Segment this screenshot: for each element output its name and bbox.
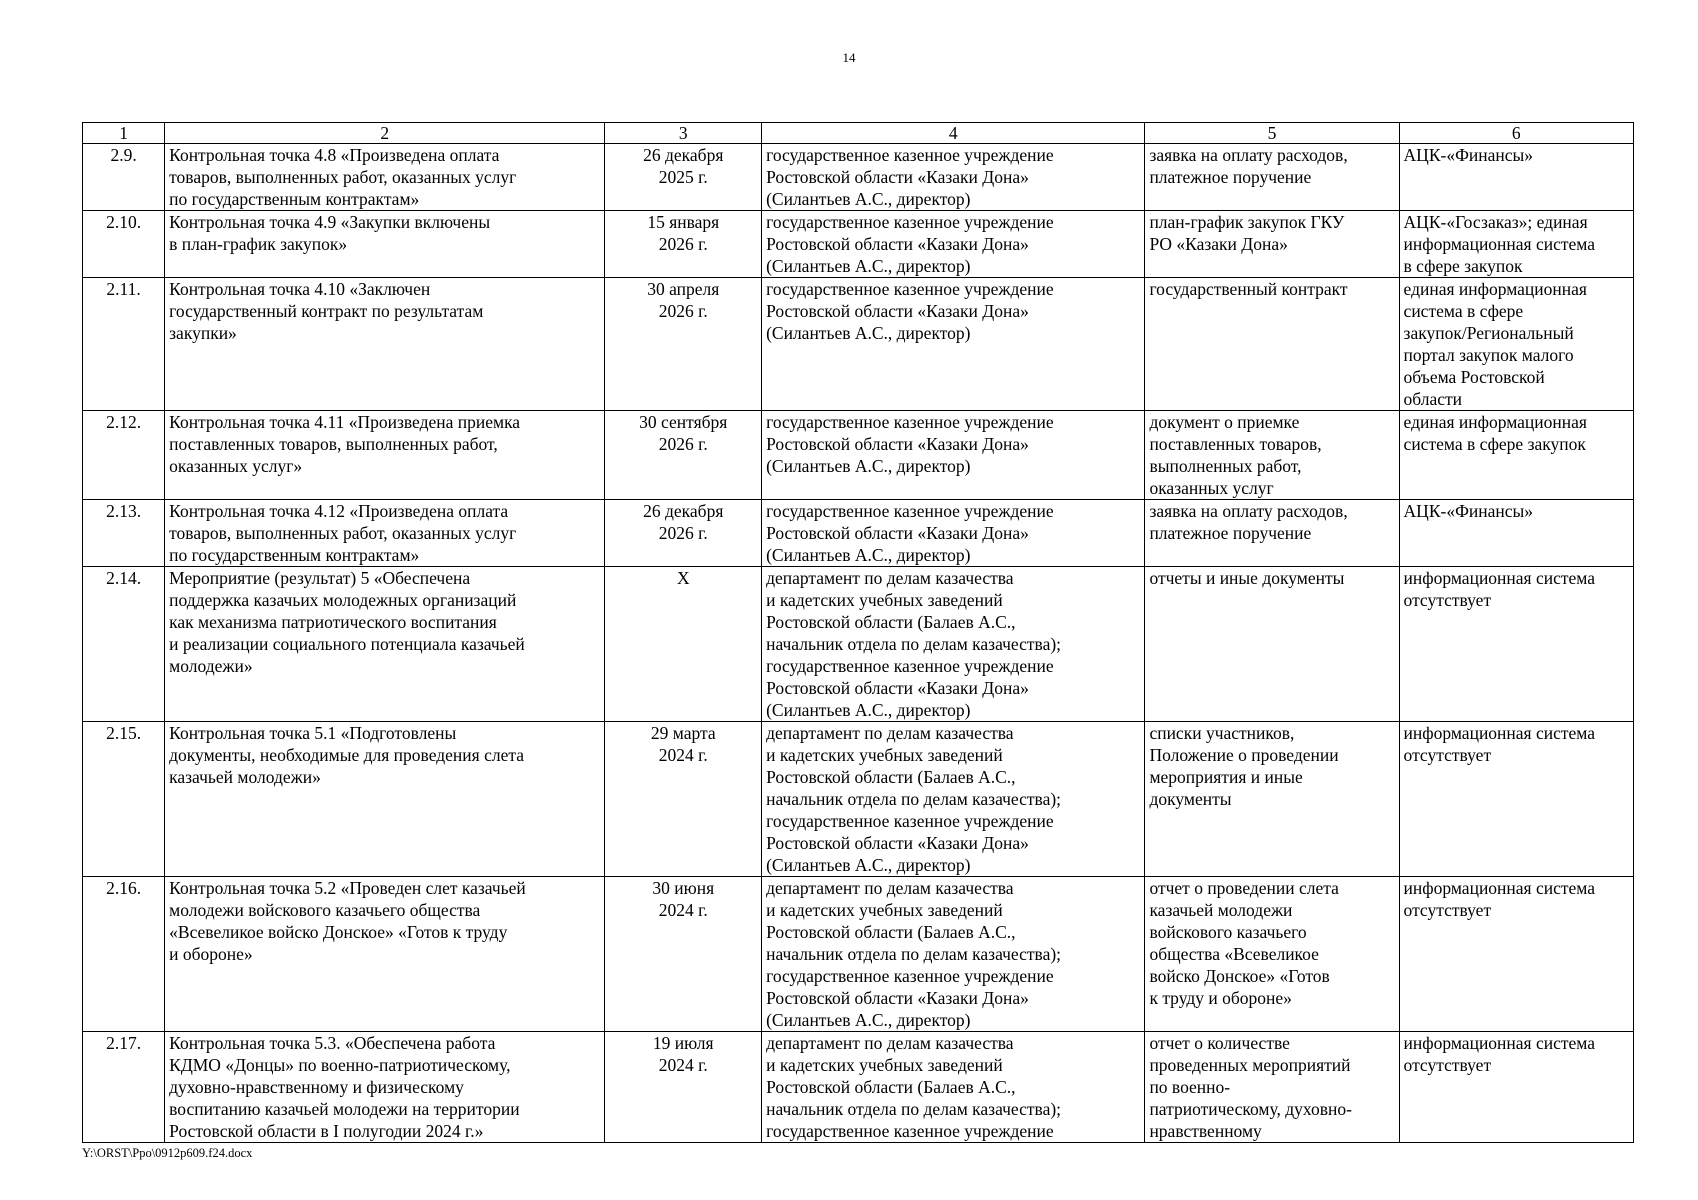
row-responsible: департамент по делам казачества и кадетских учебных заведений Ростовской области (Балаев А.С., начальник отдела по делам казачества); государственное казенное учреждение Ростовской области «Казаки Дона» (Силантьев А.С., директор) bbox=[762, 567, 1145, 722]
row-document: заявка на оплату расходов, платежное поручение bbox=[1145, 144, 1399, 211]
column-number: 5 bbox=[1145, 123, 1399, 144]
row-date: 19 июля 2024 г. bbox=[605, 1032, 762, 1143]
row-responsible: департамент по делам казачества и кадетских учебных заведений Ростовской области (Балаев А.С., начальник отдела по делам казачества); государственное казенное учреждение Ростовской области «Казаки Дона» (Силантьев А.С., директор) bbox=[762, 877, 1145, 1032]
row-document: отчеты и иные документы bbox=[1145, 567, 1399, 722]
row-document: отчет о количестве проведенных мероприятий по военно- патриотическому, духовно- нравственному bbox=[1145, 1032, 1399, 1143]
column-number: 4 bbox=[762, 123, 1145, 144]
page-number: 14 bbox=[842, 50, 856, 65]
table-row bbox=[83, 722, 1634, 877]
row-system: информационная система отсутствует bbox=[1399, 877, 1633, 1032]
row-number: 2.14. bbox=[83, 567, 165, 722]
row-number: 2.11. bbox=[83, 278, 165, 411]
row-number: 2.16. bbox=[83, 877, 165, 1032]
column-number: 3 bbox=[605, 123, 762, 144]
row-name: Контрольная точка 5.3. «Обеспечена работа КДМО «Донцы» по военно-патриотическому, духовно-нравственному и физическому воспитанию казачьей молодежи на территории Ростовской области в I полугодии 2024 г.» bbox=[165, 1032, 605, 1143]
row-system: АЦК-«Финансы» bbox=[1399, 500, 1633, 567]
plan-table bbox=[82, 122, 1634, 1143]
row-document: отчет о проведении слета казачьей молодежи войскового казачьего общества «Всевеликое войско Донское» «Готов к труду и обороне» bbox=[1145, 877, 1399, 1032]
file-path-footer: Y:\ORST\Ppo\0912p609.f24.docx bbox=[82, 1146, 253, 1160]
row-date: X bbox=[605, 567, 762, 722]
row-system: информационная система отсутствует bbox=[1399, 1032, 1633, 1143]
row-date: 15 января 2026 г. bbox=[605, 211, 762, 278]
row-name: Контрольная точка 4.11 «Произведена приемка поставленных товаров, выполненных работ, оказанных услуг» bbox=[165, 411, 605, 500]
row-name: Контрольная точка 4.10 «Заключен государственный контракт по результатам закупки» bbox=[165, 278, 605, 411]
row-number: 2.13. bbox=[83, 500, 165, 567]
row-number: 2.17. bbox=[83, 1032, 165, 1143]
column-number: 6 bbox=[1399, 123, 1633, 144]
column-number-row bbox=[83, 123, 1634, 144]
row-responsible: государственное казенное учреждение Ростовской области «Казаки Дона» (Силантьев А.С., директор) bbox=[762, 144, 1145, 211]
row-date: 26 декабря 2026 г. bbox=[605, 500, 762, 567]
row-number: 2.10. bbox=[83, 211, 165, 278]
row-system: АЦК-«Госзаказ»; единая информационная система в сфере закупок bbox=[1399, 211, 1633, 278]
row-responsible: государственное казенное учреждение Ростовской области «Казаки Дона» (Силантьев А.С., директор) bbox=[762, 278, 1145, 411]
table-row bbox=[83, 278, 1634, 411]
table-row bbox=[83, 1032, 1634, 1143]
table-row bbox=[83, 500, 1634, 567]
row-system: единая информационная система в сфере закупок bbox=[1399, 411, 1633, 500]
row-name: Контрольная точка 5.2 «Проведен слет казачьей молодежи войскового казачьего общества «Всевеликое войско Донское» «Готов к труду и обороне» bbox=[165, 877, 605, 1032]
row-responsible: государственное казенное учреждение Ростовской области «Казаки Дона» (Силантьев А.С., директор) bbox=[762, 411, 1145, 500]
row-responsible: государственное казенное учреждение Ростовской области «Казаки Дона» (Силантьев А.С., директор) bbox=[762, 211, 1145, 278]
table-row bbox=[83, 567, 1634, 722]
row-document: заявка на оплату расходов, платежное поручение bbox=[1145, 500, 1399, 567]
row-number: 2.12. bbox=[83, 411, 165, 500]
row-number: 2.15. bbox=[83, 722, 165, 877]
row-system: единая информационная система в сфере закупок/Региональный портал закупок малого объема Ростовской области bbox=[1399, 278, 1633, 411]
column-number: 1 bbox=[83, 123, 165, 144]
row-date: 30 апреля 2026 г. bbox=[605, 278, 762, 411]
row-document: план-график закупок ГКУ РО «Казаки Дона» bbox=[1145, 211, 1399, 278]
row-document: списки участников, Положение о проведении мероприятия и иные документы bbox=[1145, 722, 1399, 877]
row-responsible: департамент по делам казачества и кадетских учебных заведений Ростовской области (Балаев А.С., начальник отдела по делам казачества); государственное казенное учреждение Ростовской области «Казаки Дона» (Силантьев А.С., директор) bbox=[762, 722, 1145, 877]
row-responsible: департамент по делам казачества и кадетских учебных заведений Ростовской области (Балаев А.С., начальник отдела по делам казачества); государственное казенное учреждение bbox=[762, 1032, 1145, 1143]
row-number: 2.9. bbox=[83, 144, 165, 211]
table-row bbox=[83, 144, 1634, 211]
row-name: Контрольная точка 4.12 «Произведена оплата товаров, выполненных работ, оказанных услуг по государственным контрактам» bbox=[165, 500, 605, 567]
row-name: Контрольная точка 4.8 «Произведена оплата товаров, выполненных работ, оказанных услуг по государственным контрактам» bbox=[165, 144, 605, 211]
table-row bbox=[83, 411, 1634, 500]
row-document: государственный контракт bbox=[1145, 278, 1399, 411]
row-name: Мероприятие (результат) 5 «Обеспечена поддержка казачьих молодежных организаций как механизма патриотического воспитания и реализации социального потенциала казачьей молодежи» bbox=[165, 567, 605, 722]
row-name: Контрольная точка 4.9 «Закупки включены в план-график закупок» bbox=[165, 211, 605, 278]
row-responsible: государственное казенное учреждение Ростовской области «Казаки Дона» (Силантьев А.С., директор) bbox=[762, 500, 1145, 567]
column-number: 2 bbox=[165, 123, 605, 144]
table-row bbox=[83, 211, 1634, 278]
row-date: 26 декабря 2025 г. bbox=[605, 144, 762, 211]
row-name: Контрольная точка 5.1 «Подготовлены документы, необходимые для проведения слета казачьей молодежи» bbox=[165, 722, 605, 877]
row-system: информационная система отсутствует bbox=[1399, 567, 1633, 722]
row-document: документ о приемке поставленных товаров, выполненных работ, оказанных услуг bbox=[1145, 411, 1399, 500]
row-system: информационная система отсутствует bbox=[1399, 722, 1633, 877]
row-date: 29 марта 2024 г. bbox=[605, 722, 762, 877]
row-date: 30 сентября 2026 г. bbox=[605, 411, 762, 500]
table-row bbox=[83, 877, 1634, 1032]
row-date: 30 июня 2024 г. bbox=[605, 877, 762, 1032]
row-system: АЦК-«Финансы» bbox=[1399, 144, 1633, 211]
